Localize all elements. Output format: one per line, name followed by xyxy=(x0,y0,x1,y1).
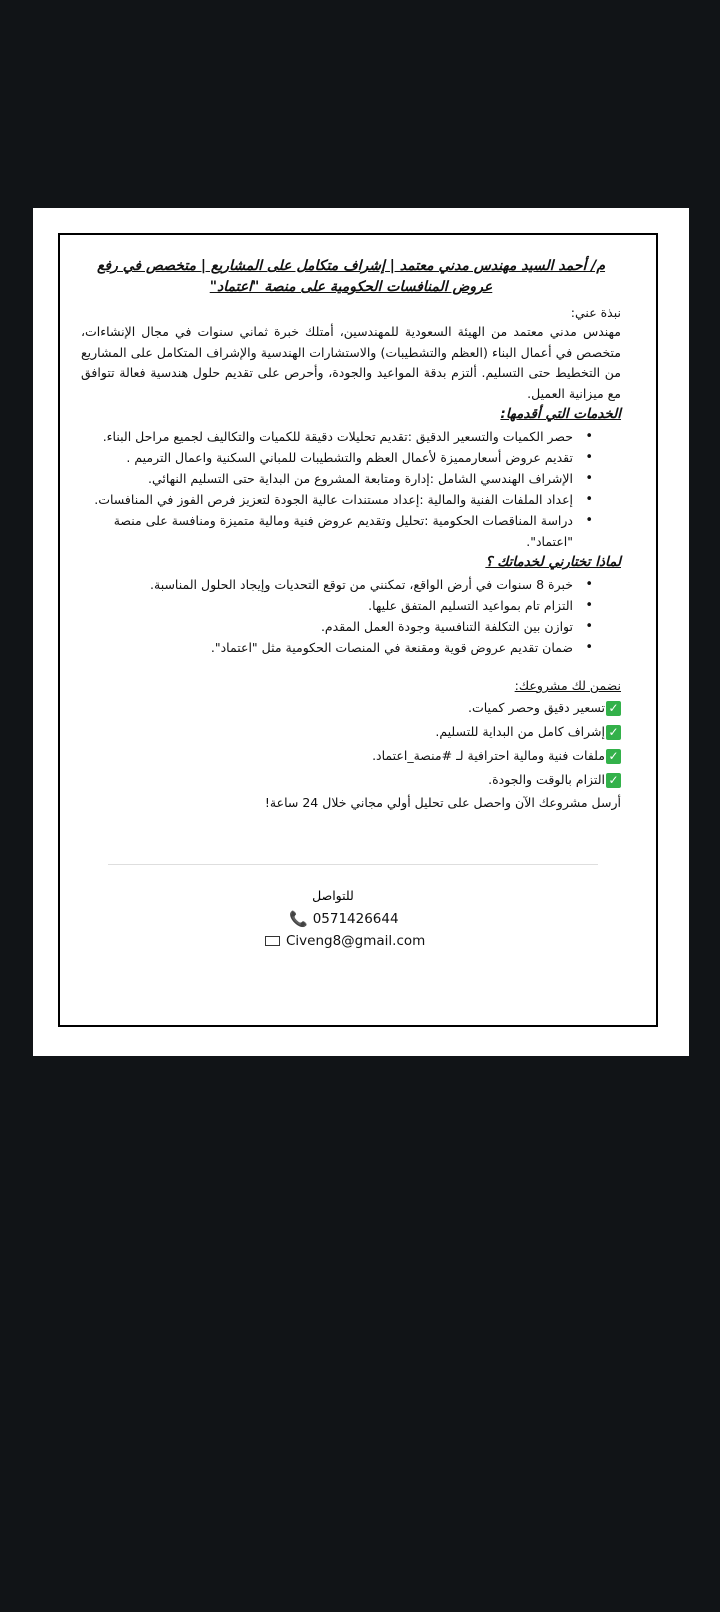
document-title: م/ أحمد السيد مهندس مدني معتمد | إشراف متكامل على المشاريع | متخصص في رفع عروض المنافسات الحكومية على منصة "اعتماد" xyxy=(96,258,606,295)
bio-heading: نبذة عني: xyxy=(570,305,621,320)
list-item: • خبرة 8 سنوات في أرض الواقع، تمكنني من توقع التحديات وإيجاد الحلول المناسبة. xyxy=(81,574,573,595)
contact-email[interactable] xyxy=(265,933,425,949)
guarantee-text: إشراف كامل من البداية للتسليم. xyxy=(435,724,605,739)
list-item: • إعداد الملفات الفنية والمالية :إعداد مستندات عالية الجودة لتعزيز فرص الفوز في المنافسات. xyxy=(81,489,573,510)
bio-text: مهندس مدني معتمد من الهيئة السعودية للمهندسين، أمتلك خبرة ثماني سنوات في مجال الإنشاءات، متخصص في أعمال البناء (العظم والتشطيبات) والاستشارات الهندسية والإشراف المتكامل على المشاريع من التخطيط حتى التسليم. ألتزم بدقة المواعيد والجودة، وأحرص على تقديم حلول هندسية فعالة تتوافق مع ميزانية العميل. xyxy=(81,324,621,401)
document-content xyxy=(81,256,621,814)
guarantees-title: نضمن لك مشروعك: xyxy=(514,678,621,693)
list-item: • التزام تام بمواعيد التسليم المتفق عليها. xyxy=(81,595,573,616)
contact-label: للتواصل xyxy=(312,888,354,903)
guarantee-item xyxy=(81,720,621,744)
contact-phone[interactable] xyxy=(289,910,399,928)
list-item: • توازن بين التكلفة التنافسية وجودة العمل المقدم. xyxy=(81,616,573,637)
check-icon: ✓ xyxy=(606,701,621,716)
list-item: • حصر الكميات والتسعير الدقيق :تقديم تحليلات دقيقة للكميات والتكاليف لجميع مراحل البناء. xyxy=(81,426,573,447)
list-item: • الإشراف الهندسي الشامل :إدارة ومتابعة المشروع من البداية حتى التسليم النهائي. xyxy=(81,468,573,489)
why-title: لماذا تختارني لخدماتك ؟ xyxy=(485,554,621,570)
services-list xyxy=(81,426,621,552)
mail-icon xyxy=(265,936,280,946)
list-item: • ضمان تقديم عروض قوية ومقنعة في المنصات الحكومية مثل "اعتماد". xyxy=(81,637,573,658)
why-list xyxy=(81,574,621,658)
list-item: • دراسة المناقصات الحكومية :تحليل وتقديم عروض فنية ومالية متميزة ومنافسة على منصة "اعتماد". xyxy=(81,510,573,552)
guarantee-item xyxy=(81,696,621,720)
list-item: • تقديم عروض أسعارمميزة لأعمال العظم والتشطيبات للمباني السكنية واعمال الترميم . xyxy=(81,447,573,468)
check-icon: ✓ xyxy=(606,749,621,764)
guarantee-item xyxy=(81,768,621,792)
phone-number[interactable]: 0571426644 xyxy=(312,911,399,927)
guarantee-text: ملفات فنية ومالية احترافية لـ #منصة_اعتماد. xyxy=(372,748,605,763)
email-address[interactable]: Civeng8@gmail.com xyxy=(286,933,426,949)
call-to-action: أرسل مشروعك الآن واحصل على تحليل أولي مجاني خلال 24 ساعة! xyxy=(264,795,621,810)
phone-icon: 📞 xyxy=(289,910,308,928)
check-icon: ✓ xyxy=(606,725,621,740)
divider xyxy=(108,864,598,865)
services-title: الخدمات التي أقدمها: xyxy=(500,406,621,422)
guarantee-text: التزام بالوقت والجودة. xyxy=(488,772,605,787)
guarantee-text: تسعير دقيق وحصر كميات. xyxy=(468,700,605,715)
document-page xyxy=(33,208,689,1056)
check-icon: ✓ xyxy=(606,773,621,788)
guarantee-item xyxy=(81,744,621,768)
